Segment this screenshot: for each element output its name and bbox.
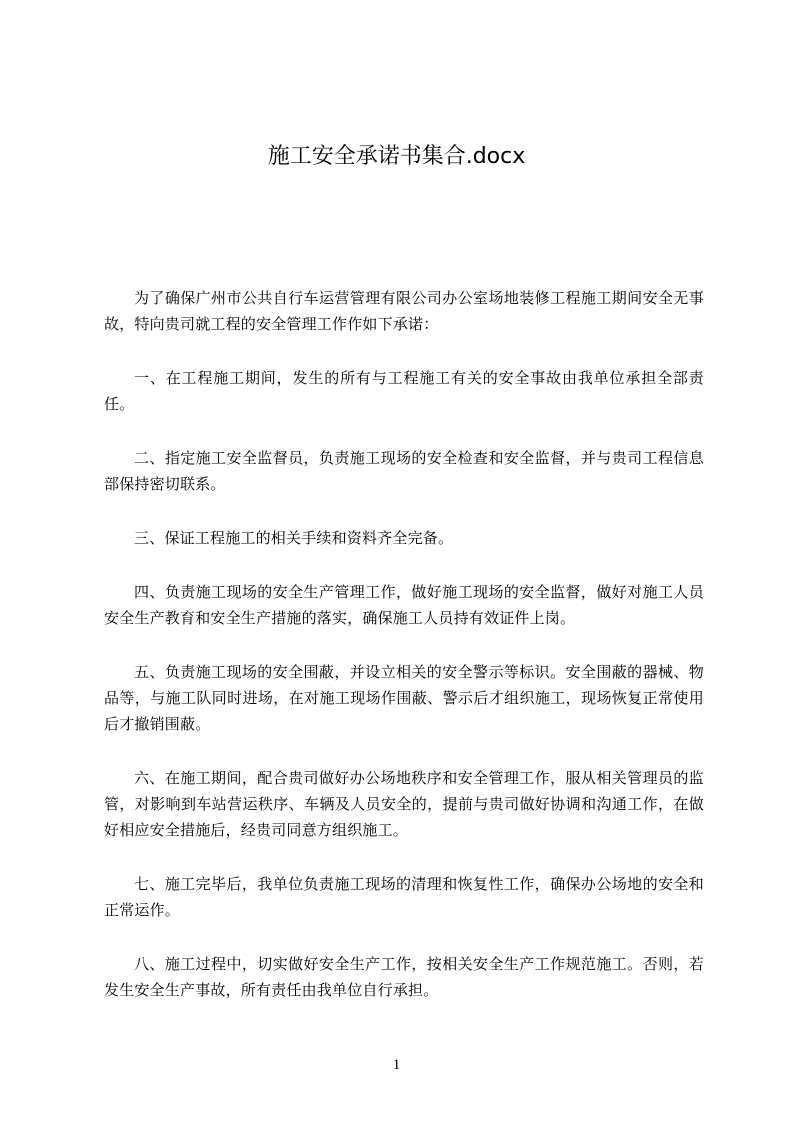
commitment-item-7: 七、施工完毕后，我单位负责施工现场的清理和恢复性工作，确保办公场地的安全和正常运作。	[104, 875, 704, 919]
document-body	[104, 285, 704, 1031]
intro-paragraph: 为了确保广州市公共自行车运营管理有限公司办公室场地装修工程施工期间安全无事故，特向贵司就工程的安全管理工作作如下承诺：	[104, 289, 704, 333]
commitment-item-6: 六、在施工期间，配合贵司做好办公场地秩序和安全管理工作，服从相关管理员的监管，对影响到车站营运秩序、车辆及人员安全的，提前与贵司做好协调和沟通工作，在做好相应安全措施后，经贵司同意方组织施工。	[104, 769, 704, 839]
commitment-item-1: 一、在工程施工期间，发生的所有与工程施工有关的安全事故由我单位承担全部责任。	[104, 369, 704, 413]
commitment-item-5: 五、负责施工现场的安全围蔽，并设立相关的安全警示等标识。安全围蔽的器械、物品等，与施工队同时进场，在对施工现场作围蔽、警示后才组织施工，现场恢复正常使用后才撤销围蔽。	[104, 663, 704, 733]
commitment-item-3: 三、保证工程施工的相关手续和资料齐全完备。	[134, 529, 454, 547]
commitment-item-4: 四、负责施工现场的安全生产管理工作，做好施工现场的安全监督，做好对施工人员安全生产教育和安全生产措施的落实，确保施工人员持有效证件上岗。	[104, 583, 704, 627]
commitment-item-8: 八、施工过程中，切实做好安全生产工作，按相关安全生产工作规范施工。否则，若发生安全生产事故，所有责任由我单位自行承担。	[104, 955, 704, 999]
document-title: 施工安全承诺书集合.docx	[267, 144, 526, 169]
commitment-item-2: 二、指定施工安全监督员，负责施工现场的安全检查和安全监督，并与贵司工程信息部保持密切联系。	[104, 449, 704, 493]
page-number: 1	[392, 1057, 401, 1073]
